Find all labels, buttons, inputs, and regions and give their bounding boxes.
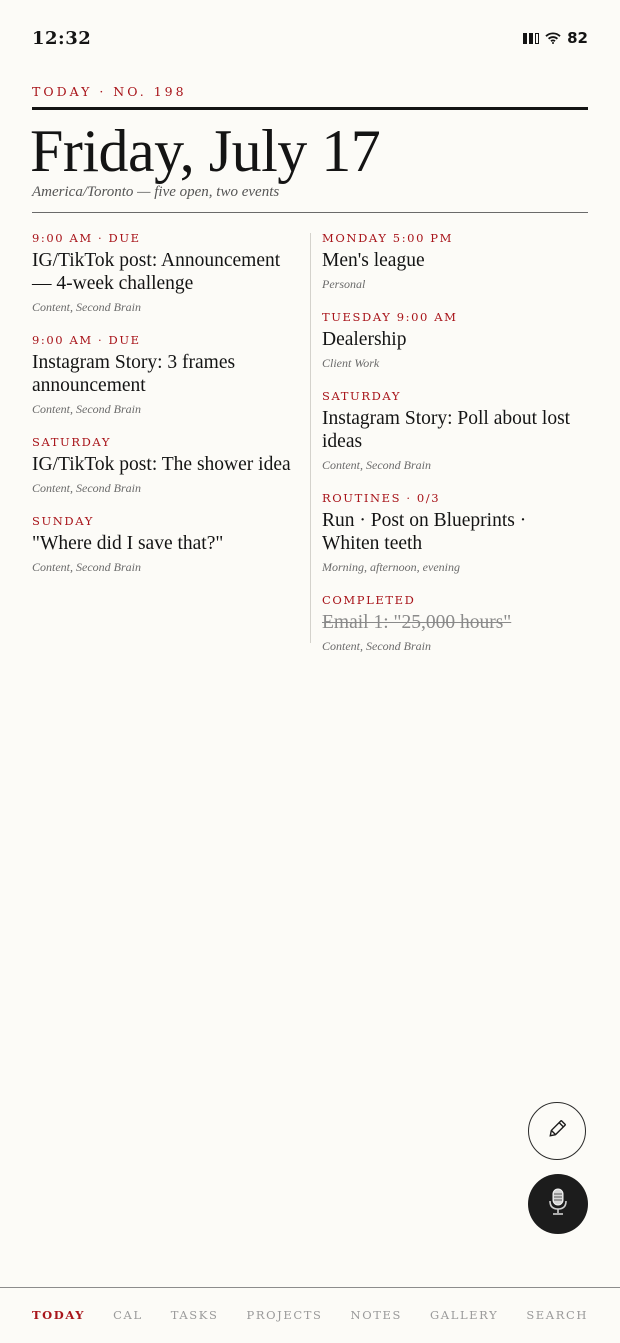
item-label: MONDAY 5:00 PM — [322, 231, 453, 245]
agenda-item[interactable] — [32, 333, 300, 416]
event-item[interactable] — [322, 231, 588, 291]
item-meta: Content, Second Brain — [322, 639, 431, 653]
item-meta: Morning, afternoon, evening — [322, 560, 460, 574]
issue-kicker: TODAY · NO. 198 — [32, 84, 187, 99]
page-title: Friday, July 17 — [30, 118, 381, 184]
item-title: Men's league — [322, 250, 425, 271]
item-label: TUESDAY 9:00 AM — [322, 310, 458, 324]
agenda-columns — [32, 231, 588, 672]
item-meta: Content, Second Brain — [32, 560, 141, 574]
item-label: 9:00 AM · DUE — [32, 231, 141, 245]
item-meta: Content, Second Brain — [32, 300, 141, 314]
item-label: SUNDAY — [32, 514, 94, 528]
bottom-tab-bar — [0, 1287, 620, 1343]
subtitle-rule — [32, 212, 588, 213]
wifi-icon — [545, 32, 561, 44]
agenda-item[interactable] — [322, 389, 588, 472]
agenda-item[interactable] — [32, 514, 300, 574]
tab-gallery[interactable]: GALLERY — [430, 1307, 499, 1322]
tab-cal[interactable]: CAL — [113, 1307, 143, 1322]
voice-capture-button[interactable] — [528, 1174, 588, 1234]
left-column — [32, 231, 310, 672]
status-time: 12:32 — [32, 27, 92, 49]
item-meta: Personal — [322, 277, 366, 291]
status-bar — [32, 24, 588, 52]
microphone-icon — [546, 1187, 570, 1221]
item-title: Run · Post on Blueprints · Whiten teeth — [322, 510, 527, 554]
item-meta: Content, Second Brain — [32, 402, 141, 416]
item-label: 9:00 AM · DUE — [32, 333, 141, 347]
item-title: Instagram Story: Poll about lost ideas — [322, 408, 571, 452]
item-label: SATURDAY — [32, 435, 112, 449]
item-title: Email 1: "25,000 hours" — [322, 612, 512, 633]
tab-today[interactable]: TODAY — [32, 1307, 86, 1322]
agenda-item[interactable] — [32, 435, 300, 495]
pencil-icon — [546, 1118, 568, 1144]
compose-button[interactable] — [528, 1102, 586, 1160]
item-label: SATURDAY — [322, 389, 402, 403]
item-title: "Where did I save that?" — [32, 533, 224, 554]
event-item[interactable] — [322, 310, 588, 370]
tab-notes[interactable]: NOTES — [350, 1307, 402, 1322]
item-meta: Content, Second Brain — [32, 481, 141, 495]
tab-search[interactable]: SEARCH — [526, 1307, 588, 1322]
item-title: Instagram Story: 3 frames announcement — [32, 352, 236, 396]
item-meta: Client Work — [322, 356, 380, 370]
item-label: ROUTINES · 0/3 — [322, 491, 441, 505]
tab-tasks[interactable]: TASKS — [170, 1307, 219, 1322]
item-title: IG/TikTok post: The shower idea — [32, 454, 291, 475]
page-subtitle: America/Toronto — five open, two events — [32, 184, 280, 200]
battery-level: 82 — [567, 29, 588, 47]
right-column — [311, 231, 588, 672]
signal-icon — [523, 33, 539, 44]
status-indicators — [523, 29, 588, 47]
tab-projects[interactable]: PROJECTS — [246, 1307, 323, 1322]
header-rule — [32, 107, 588, 110]
agenda-item[interactable] — [32, 231, 300, 314]
item-title: Dealership — [322, 329, 407, 350]
routines-item[interactable] — [322, 491, 588, 574]
item-label: COMPLETED — [322, 593, 416, 607]
completed-item[interactable] — [322, 593, 588, 653]
item-title: IG/TikTok post: Announcement — 4-week challenge — [32, 250, 281, 294]
item-meta: Content, Second Brain — [322, 458, 431, 472]
